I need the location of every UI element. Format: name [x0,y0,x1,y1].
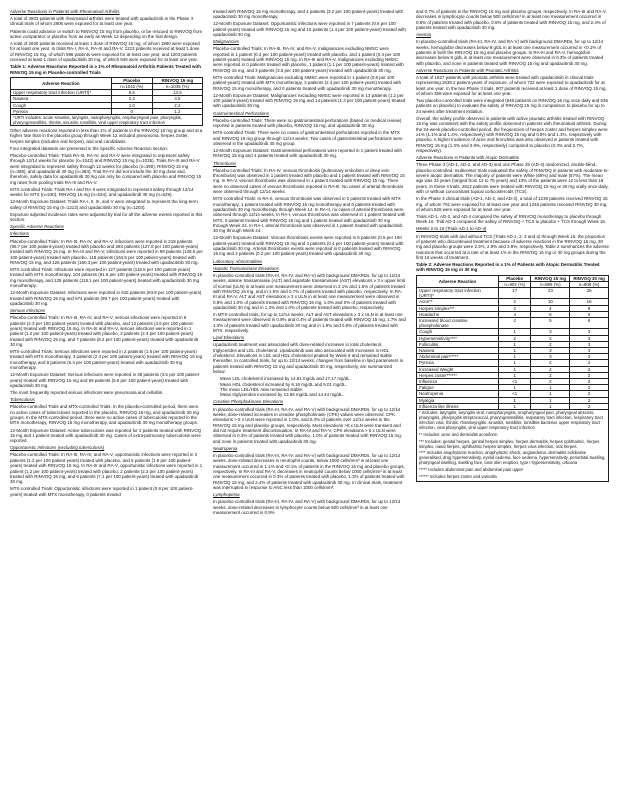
paragraph: A total of 3833 patients with rheumatoid arthritis were treated with upadacitinib in the Phase 3 clinical trials of whom 2806 were exposed for at least one year. [10,16,194,27]
paragraph: 12-Month Exposure Dataset: Active tuberculosis was reported for 2 patients treated with RINVOQ 15 mg and 1 patient treated with upadacitinib 30 mg. Cases of extra-pulmonary tuberculosis were reported. [10,427,202,444]
table-cell: Abdominal pain***** [417,354,499,360]
paragraph: Two placebo-controlled trials were integrated (640 patients on RINVOQ 15 mg once daily and 635 patients on placebo) to evaluate the safety of RINVOQ 15 mg in comparison to placebo for up to 24 weeks after treatment initiation. [416,98,608,114]
paragraph: Overall, the safety profile observed in patients with active psoriatic arthritis treated with RINVOQ 15 mg was consistent with the safety profile observed in patients with rheumatoid arthritis. During the 24-week placebo-controlled period, the frequencies of herpes zoster and herpes simplex were ≥1% (1.1% and 1.4%, respectively) with RINVOQ 15 mg and 0.8% and 1.3%, respectively with placebo. A higher incidence of acne and bronchitis was also observed in patients treated with RINVOQ 15 mg (1.3% and 3.9%, respectively) compared to placebo (0.3% and 2.7%, respectively). [416,115,608,154]
table-cell: 4 [531,305,570,311]
table-row [417,318,609,329]
table-cell: Hypersensitivity**** [417,335,499,341]
table-footnote: ***** Includes abdominal pain and abdominal pain upper [419,467,524,473]
table-cell: 6 [570,318,609,329]
table-cell: 2 [531,366,570,372]
paragraph: In MTX-controlled trials, for up to 12/14 weeks, ALT and AST elevations ≥ 3 x ULN in at least one measurement were observed in 0.8% and 0.4% of patients treated with RINVOQ 15 mg, 1.7% and 1.3% of patients treated with upadacitinib 30 mg and in 1.9% and 0.9% of patients treated with MTX, respectively. [213,312,406,334]
table-cell: 0 [111,108,152,114]
paragraph: 12-Month Exposure Dataset: Malignancies excluding NMSC were reported in 13 patients (1.2 per 100 patient-years) treated with RINVOQ 15 mg and 14 patients (1.3 per 100 patient-years) treated with upadacitinib 30 mg. [213,92,406,109]
label-page [10,9,610,795]
table-cell: 2 [570,372,609,378]
subheading: Lipid Elevations [213,335,245,341]
table-cell: Herpes zoster****** [417,372,499,378]
list-item: • Mean triglycerides increased by 13.55 mg/dL and 14.44 mg/dL. [220,392,406,397]
table-footnote: * Includes: laryngitis, laryngitis viral, nasopharyngitis, oropharyngeal pain, pharyngeal abscess, pharyngitis, pharyngitis streptococcal, pharyngotonsillitis, respiratory tract infection, respiratory tract infection viral, rhinitis, rhinolaryngitis, sinusitis, tonsillitis, tonsillitis bacterial, upper respiratory tract infection, viral pharyngitis, viral upper respiratory tract infection [419,410,603,431]
paragraph: In placebo-controlled trials (RA-III, RA-IV, and RA-V) with background DMARDs, for up to 12/14 weeks, dose-related decreases in lymphocyte counts below 500 cells/mm³ in at least one measurement occurred in 0.9% [213,499,401,515]
table-cell: 10 [531,299,570,305]
table-cell: Increased Weight [417,366,499,372]
paragraph: Placebo-controlled Trials and MTX-controlled Trials: In the placebo-controlled period, there were no active cases of tuberculosis reported in the placebo, RINVOQ 15 mg, and upadacitinib 30 mg groups. In the MTX-controlled period, there were no active cases of tuberculosis reported in the MTX monotherapy, RINVOQ 15 mg monotherapy, and upadacitinib 30 mg monotherapy groups. [10,404,199,426]
table-row [417,288,609,299]
table-cell: 2 [570,379,609,385]
table-header: RINVOQ 30 mg [570,275,609,281]
table-header: RINVOQ 15 mg [531,275,570,281]
table-cell: 2 [570,366,609,372]
table-cell: 3 [570,341,609,347]
paragraph: Placebo-controlled Trials: In RA-III, RA-IV, and RA-V, opportunistic infections were reported in 3 patients (1.2 per 100 patient-years) treated with placebo, and 5 patients (1.9 per 100 patient-years) treated with RINVOQ 15 mg. In RA-III and RA-V, opportunistic infections were reported in 1 patient (1.2 per 100 patient-years) treated with placebo, 2 patients (2.3 per 100 patient-years) treated with RINVOQ 15 mg, and 6 patients (7.1 per 100 patient-years) treated with upadacitinib 30 mg. [10,452,203,485]
table-cell: 2.2 [111,96,152,102]
table-cell: 1 [498,403,530,409]
paragraph: MTX-controlled Trials: Malignancies excluding NMSC were reported in 1 patient (0.8 per 100 patient-years) treated with MTX monotherapy, 3 patients (2.4 per 100 patient-years) treated with RINVOQ 15 mg monotherapy, and 0 patients treated with upadacitinib 30 mg monotherapy. [213,74,402,91]
column-2 [213,9,406,795]
column-1 [10,9,203,795]
paragraph: MTX-controlled Trials: Trials RA-I and RA-II were integrated to represent safety through 12/14 weeks for MTX (n=530), RINVOQ 15 mg (n=534), and upadacitinib 30 mg (n=529). [10,186,194,198]
paragraph: MTX-controlled Trials: Opportunistic infections were reported in 1 patient (0.8 per 100 patient-years) treated with MTX monotherapy, 0 patients treated [10,486,194,497]
table-cell: 17 [498,288,530,299]
paragraph: 12-Month Exposure Dataset: Venous thrombosis events were reported in 5 patients (0.5 per 100 patient-years) treated with RINVOQ 15 mg and 4 patients (0.4 per 100 patient-years) treated with upadacitinib 30 mg. Arterial thrombosis events were reported in 0 patients treated with RINVOQ 15 mg and 2 patients (0.2 per 100 patient-years) treated with upadacitinib 30 mg. [213,235,404,257]
table-cell: <1 [498,379,530,385]
table-cell: 1 [498,341,530,347]
table-cell: Acne** [417,299,499,305]
table-cell: 3.5 [152,96,202,102]
table-footnote: *** Includes: genital herpes, genital herpes simplex, herpes dermatitis, herpes ophthalmic, herpes simplex, nasal herpes, ophthalmic herpes simplex, herpes virus infection, oral herpes [419,438,600,449]
table-cell: 2 [531,335,570,341]
subheading: Weeks 0 to 16 (Trials AD-1 to AD-4) [416,226,487,232]
table-2 [416,275,609,482]
table-cell: 1 [531,391,570,397]
paragraph: MTX-controlled Trials: In RA-II, venous thrombosis was observed in 0 patients treated with MTX monotherapy, 1 patient treated with RINVOQ 15 mg monotherapy and 0 patients treated with upadacitinib 30 mg monotherapy through Week 14. In RA-II, no cases of arterial thrombosis were observed through 12/14 weeks. In RA-I, venous thrombosis was observed in 1 patient treated with MTX, 0 patients treated with RINVOQ 15 mg and 1 patient treated with upadacitinib 30 mg through Week 24. In RA-I, arterial thrombosis was observed in 1 patient treated with upadacitinib 30 mg through Week 24. [213,196,406,234]
table-cell: 1 [498,385,530,391]
paragraph: A total of 2630 patients received at least 1 dose of RINVOQ 15 mg, of whom 1860 were exposed for at least one year. In trials RA-I, RA-II, RA-III and RA-V, 1213 patients received at least 1 dose of RINVOQ 15 mg, of which 986 patients were exposed for at least one year, and 1203 patients received at least 1 dose of upadacitinib 30 mg, of which 946 were exposed for at least one year. [10,41,200,63]
table-cell: 1.0 [111,102,152,108]
table-cell: 2 [498,318,530,329]
table-cell: 2 [531,372,570,378]
table-cell: Fatigue [417,385,499,391]
paragraph: The most frequently reported serious infections were pneumonia and cellulitis. [10,390,164,396]
table-header: Adverse Reaction [417,275,499,287]
subheading: Serious Infections [10,308,46,314]
paragraph: Three Phase 3 (AD-1, AD-2, and AD-3) and one Phase 2b (AD-4) randomized, double-blind, placebo-controlled, multicenter trials evaluated the safety of RINVOQ in patients with moderate-to-severe atopic dermatitis. The majority of patients were White (68%) and male (57%). The mean age was 34 years (ranged from 12 to 75 years) and 13% of the patients were 12 to less than 18 years. In these 4 trials, 2612 patients were treated with RINVOQ 15 mg or 30 mg orally once daily, with or without concomitant topical corticosteroids (TCS). [416,162,609,195]
table-cell: 2 [570,360,609,366]
table-cell: Influenza like illness [417,403,499,409]
subheading: Lymphopenia [213,492,240,498]
paragraph: Trials AD-1, AD-2, and AD-4 compared the safety of RINVOQ monotherapy to placebo through Week 16. Trial AD-3 compared the safety of RINVOQ + TCS to placebo + TCS through Week 16. [416,214,607,225]
table-2-title: Table 2: Adverse Reactions Reported in ≥ 1% of Patients with Atopic Dermatitis Treated with RINVOQ 15 mg or 30 mg [416,262,600,273]
paragraph: MTX-controlled Trials: There were no cases of gastrointestinal perforations reported in the MTX and RINVOQ 15 mg group through 12/14 weeks. Two cases of gastrointestinal perforations were observed in the upadacitinib 30 mg group. [213,130,403,146]
table-cell: 2.2 [152,102,202,108]
list-item: • The mean LDL/HDL ratio remained stable. [220,387,406,392]
paragraph: Placebo-controlled Trials: There were no gastrointestinal perforations (based on medical review) reported in patients treated with placebo, RINVOQ 15 mg, and upadacitinib 30 mg. [213,117,402,129]
table-footnote: **** Includes anaphylactic reaction, anaphylactic shock, angioedema, dermatitis exfoliative generalised, drug hypersensitivity, eyelid oedema, face oedema, hypersensitivity, periorbital swelling, pharyngeal swelling, swelling face, toxic skin eruption, type I hypersensitivity, urticaria [419,450,606,466]
table-cell: 2 [531,341,570,347]
subheading: Opportunistic Infections (excluding tuberculosis) [10,445,105,451]
subheading: Neutropenia [213,445,238,451]
column-3 [416,9,609,795]
paragraph: In RINVOQ trials with and without TCS (Trials AD-1, 2, 3 and 4) through Week 16, the proportion of patients who discontinued treatment because of adverse reactions in the RINVOQ 15 mg, 30 mg and placebo groups were 2.3%, 2.9% and 3.8%, respectively. Table 2 summarizes the adverse reactions that occurred at a rate of at least 1% in the RINVOQ 15 mg or 30 mg groups during the first 16 weeks of treatment. [416,233,609,260]
paragraph: Upadacitinib treatment was associated with dose-related increases in total cholesterol, triglycerides and LDL cholesterol. Upadacitinib was also associated with increases in HDL cholesterol. Elevations in LDL and HDL cholesterol peaked by Week 8 and remained stable thereafter. In controlled trials, for up to 12/14 weeks, changes from baseline in lipid parameters in patients treated with RINVOQ 15 mg and upadacitinib 30 mg, respectively, are summarized below: [213,342,404,375]
table-footnotes [417,410,609,482]
table-cell: 3 [531,354,570,360]
subheading: Gastrointestinal Perforations [213,110,269,116]
table-cell: 3 [570,329,609,335]
table-cell: 6 [531,311,570,317]
list-item: • Mean LDL cholesterol increased by 14.81 mg/dL and 17.17 mg/dL. [220,376,406,381]
list-item: • Mean HDL cholesterol increased by 8.16 mg/dL and 9.01 mg/dL. [220,382,406,387]
table-cell: 3 [531,329,570,335]
table-cell: 1 [498,348,530,354]
subheading: Laboratory Abnormalities [213,258,263,264]
table-cell: 2 [570,403,609,409]
table-cell: 1 [498,372,530,378]
table-cell: 1 [498,366,530,372]
table-cell: Nausea [11,96,112,102]
table-header: n=1035 (%) [152,83,202,89]
table-cell: Upper respiratory tract infection (URTI)* [417,288,499,299]
table-cell: Cough [417,329,499,335]
paragraph: Other adverse reactions reported in less than 1% of patients in the RINVOQ 15 mg group and at a higher rate than in the placebo group through Week 12 included pneumonia, herpes zoster, herpes simplex (includes oral herpes), and oral candidiasis. [10,127,203,144]
paragraph: 12-Month Exposure Dataset: Infections were reported in 615 patients (83.8 per 100 patient-years) treated with RINVOQ 15 mg and 674 patients (99.7 per 100 patient-years) treated with upadacitinib 30 mg. [10,290,202,306]
table-cell: 2 [498,335,530,341]
table-cell: 1 [498,354,530,360]
paragraph: and 0.7% of patients in the RINVOQ 15 mg and placebo groups, respectively. In RA-III and RA-V, decreases in lymphocyte counts below 500 cells/mm³ in at least one measurement occurred in 0.5% of patients treated with placebo, 0.5% of patients treated with RINVOQ 15 mg, and 2.4% of patients treated with upadacitinib 30 mg. [416,9,607,31]
paragraph: treated with RINVOQ 15 mg monotherapy, and 4 patients (3.2 per 100 patient-years) treated with upadacitinib 30 mg monotherapy. [213,9,404,20]
table-cell: 23 [531,288,570,299]
paragraph: A total of 1827 patients with psoriatic arthritis were treated with upadacitinib in clinical trials representing 1639.2 patient-years of exposure, of whom 722 were exposed to upadacitinib for at least one year. In the two Phase 3 trials, 907 patients received at least 1 dose of RINVOQ 15 mg, of whom 359 were exposed for at least one year. [416,74,607,96]
paragraph: Placebo-controlled Trials: Trials RA-III, RA-IV, and RA-V were integrated to represent safety through 12/14 weeks for placebo (n=1042) and RINVOQ 15 mg (n=1035). Trials RA-III and RA-V were integrated to represent safety through 12 weeks for placebo (n=390), RINVOQ 15 mg (n=385), and upadacitinib 30 mg (n=384). Trial RA-IV did not include the 30 mg dose and, therefore, safety data for upadacitinib 30 mg can only be compared with placebo and RINVOQ 15 mg rates from pooling trials RA-III and RA-V. [10,152,202,185]
paragraph: MTX-controlled Trials: Infections were reported in 127 patients (119.5 per 100 patient-years) treated with MTX monotherapy, 104 patients (91.8 per 100 patient-years) treated with RINVOQ 15 mg monotherapy, and 128 patients (115.1 per 100 patient-years) treated with upadacitinib 30 mg monotherapy. [10,267,203,289]
paragraph: 12-Month Exposure Dataset: Gastrointestinal perforations were reported in 1 patient treated with RINVOQ 15 mg and 4 patients treated with upadacitinib 30 mg. [213,148,402,159]
paragraph: In placebo-controlled trials (RA-III, RA-IV, and RA-V) with background DMARDs, for up to 12/14 weeks, alanine transaminase (ALT) and aspartate transaminase (AST) elevations ≥ 3 x upper limit of normal (ULN) in at least one measurement were observed in 2.1% and 1.5% of patients treated with RINVOQ 15 mg, and in 1.5% and 0.7% of patients treated with placebo, respectively. In RA-III and RA-V, ALT and AST elevations ≥ 3 x ULN in at least one measurement were observed in 0.8% and 1.0% of patients treated with RINVOQ 15 mg, 1.0% and 0% of patients treated with upadacitinib 30 mg and in 1.3% and 1.0% of patients treated with placebo, respectively. [213,272,406,310]
table-header: n=906 (%) [570,281,609,287]
table-cell: Folliculitis [417,341,499,347]
table-cell: Influenza [417,379,499,385]
subheading: Specific Adverse Reactions [10,224,64,230]
table-cell: 3 [570,348,609,354]
table-header: Adverse Reaction [11,77,112,89]
subheading: Malignancies [213,39,239,45]
table-cell: 16 [570,299,609,305]
table-cell: Herpes simplex*** [417,305,499,311]
table-cell: Pyrexia [11,108,112,114]
paragraph: Placebo-controlled Trials: In RA-III, RA-IV, and RA-V, serious infections were reported in 6 patients (2.3 per 100 patient-years) treated with placebo, and 12 patients (4.6 per 100 patient-years) treated with RINVOQ 15 mg. In RA-III and RA-V, serious infections were reported in 1 patient (1.2 per 100 patient-years) treated with placebo, 2 patients (2.3 per 100 patient-years) treated with RINVOQ 15 mg, and 7 patients (8.2 per 100 patient-years) treated with upadacitinib 30 mg. [10,315,199,347]
table-cell: Increased blood creatine phosphokinase [417,318,499,329]
subheading: Creatine Phosphokinase Elevations [213,399,284,405]
table-header: n=902 (%) [498,281,530,287]
subheading: Anemia [416,32,432,38]
table-cell: 2 [570,391,609,397]
section-heading: Adverse Reactions in Patients with Psoriatic Arthritis [416,67,519,73]
table-cell: 2 [531,379,570,385]
paragraph: In placebo-controlled trials (RA-III, RA-IV, and RA-V) with background DMARDs, for up to 12/14 weeks, dose-related decreases in neutrophil counts, below 1000 cells/mm³ in at least one measurement occurred in 1.1% and <0.1% of patients in the RINVOQ 15 mg and placebo groups, respectively. In RA-III and RA-V, decreases in neutrophil counts below 1000 cells/mm³ in at least one measurement occurred in 0.3% of patients treated with placebo, 1.3% of patients treated with RINVOQ 15 mg, and 2.4% of patients treated with upadacitinib 30 mg. In clinical trials, treatment was interrupted in response to ANC less than 1000 cells/mm³. [213,452,405,490]
table-cell: 3 [531,348,570,354]
paragraph: Placebo-controlled Trials: In RA-IV, venous thrombosis (pulmonary embolism or deep vein thrombosis) was observed in 1 patient treated with placebo and 1 patient treated with RINVOQ 15 mg. In RA-V, venous thrombosis was observed in 1 patient treated with RINVOQ 15 mg. There were no observed cases of venous thrombosis reported in RA-III. No cases of arterial thrombosis were observed through 12/14 weeks. [213,167,405,195]
table-cell: 1 [531,397,570,403]
table-cell: 3 [570,335,609,341]
paragraph: Placebo-controlled Trials: In RA-III, RA-IV, and RA-V, infections were reported in 218 patients (95.7 per 100 patient-years) treated with placebo and 284 patients (127.8 per 100 patient-years) treated with RINVOQ 15 mg. In RA-III and RA-V, infections were reported in 99 patients (136.5 per 100 patient-years) treated with placebo, 118 patients (164.5 per 100 patient-years) treated with RINVOQ 15 mg, and 126 patients (180.3 per 100 patient-years) treated with upadacitinib 30 mg. [10,238,203,265]
table-cell: Upper respiratory tract infection (URTI)* [11,90,112,96]
table-cell: 8 [570,305,609,311]
table-header: Placebo [111,77,152,83]
section-heading: Adverse Reactions in Patients with Atopic Dermatitis [416,155,519,161]
paragraph: Placebo-controlled Trials: In RA-III, RA-IV, and RA-V, malignancies excluding NMSC were reported in 1 patient (0.4 per 100 patient-years) treated with placebo, and 1 patient (0.4 per 100 patient-years) treated with RINVOQ 15 mg. In RA-III and RA-V, malignancies excluding NMSC were reported in 0 patients treated with placebo, 1 patient (1.1 per 100 patient-years) treated with RINVOQ 15 mg, and 3 patients (3.5 per 100 patient-years) treated with upadacitinib 30 mg. [213,46,404,73]
paragraph: In placebo-controlled trials (RA-III, RA-IV, and RA-V) with background DMARDs, for up to 12/14 weeks, dose-related increases in creatine phosphokinase (CPK) values were observed. CPK elevations > 5 x ULN were reported in 1.0%, and 0.3% of patients over 12/14 weeks in the RINVOQ 15 mg and placebo groups, respectively. Most elevations >5 x ULN were transient and did not require treatment discontinuation. In RA-III and RA-V, CPK elevations > 5 x ULN were observed in 0.3% of patients treated with placebo, 1.0% of patients treated with RINVOQ 15 mg, and none in patients treated with upadacitinib 30 mg. [213,406,402,444]
table-cell: 1 [498,329,530,335]
table-cell: Headache [417,311,499,317]
paragraph: In the Phase 3 clinical trials (AD-1, AD-2, and AD-3), a total of 1239 patients received RINVOQ 15 mg, of whom 791 were exposed for at least one year and 1246 patients received RINVOQ 30 mg, of whom 826 were exposed for at least one year. [416,196,608,212]
table-1-title: Table 1: Adverse Reactions Reported in ≥ 1% of Rheumatoid Arthritis Patients Treated with RINVOQ 15 mg in Placebo-controlled Trials [10,64,201,75]
table-cell: 1 [498,360,530,366]
table-cell: 2 [531,360,570,366]
table-cell: 13.5 [152,90,202,96]
subheading: Infections [10,231,29,237]
subheading: Hepatic Transaminase Elevations [213,265,279,271]
table-footnote: *URTI includes: acute sinusitis, laryngitis, nasopharyngitis, oropharyngeal pain, pharyngitis, pharyngotonsillitis, rhinitis, sinusitis, tonsillitis, viral upper respiratory tract infection [11,114,203,125]
table-cell: <1 [498,391,530,397]
table-cell: Neutropenia [417,391,499,397]
paragraph: Exposure adjusted incidence rates were adjusted by trial for all the adverse events reported in this section. [10,211,203,223]
table-footnote: ** Includes: acne and dermatitis acneiform [419,431,498,437]
table-cell: 1 [531,403,570,409]
paragraph: 12-Month Exposure Dataset: Trials RA-I, II, III, and V were integrated to represent the long-term safety of RINVOQ 15 mg (n=1213) and upadacitinib 30 mg (n=1203). [10,199,198,210]
table-header: n=899 (%) [531,281,570,287]
table-cell: 1 [498,397,530,403]
paragraph: Four integrated datasets are presented in the Specific Adverse Reaction section: [10,145,169,151]
paragraph: 12-Month Exposure Dataset: Serious infections were reported in 38 patients (3.5 per 100 patient-years) treated with RINVOQ 15 mg and 59 patients (5.6 per 100 patient-years) treated with upadacitinib 30 mg. [10,372,201,388]
table-cell: 2 [570,385,609,391]
section-heading: Adverse Reactions in Patients with Rheumatoid Arthritis [10,9,120,14]
table-cell: Myalgia [417,397,499,403]
table-cell: 2 [570,354,609,360]
table-cell: 1.2 [152,108,202,114]
table-cell: Cough [11,102,112,108]
table-cell: 5 [531,318,570,329]
table-cell: 25 [570,288,609,299]
paragraph: 12-Month Exposure Dataset: Opportunistic infections were reported in 7 patients (0.6 per 100 patient-years) treated with RINVOQ 15 mg and 15 patients (1.4 per 100 patient-years) treated with upadacitinib 30 mg. [213,21,406,38]
table-cell: 2 [498,305,530,311]
paragraph: Patients could advance or switch to RINVOQ 15 mg from placebo, or be rescued to RINVOQ from active comparator or placebo from as early as Week 12 depending on the trial design. [10,28,203,39]
table-cell: 9.5 [111,90,152,96]
table-cell: 1 [531,385,570,391]
table-cell: 2 [498,299,530,305]
table-cell: Nausea [417,348,499,354]
subheading: Tuberculosis [10,397,35,403]
table-header: RINVOQ 15 mg [152,77,202,83]
table-cell: 6 [570,311,609,317]
table-cell: 4 [498,311,530,317]
table-cell: 2 [570,397,609,403]
paragraph: MTX-controlled Trials: Serious infections were reported in 2 patients (1.6 per 100 patient-years) treated with MTX monotherapy, 3 patients (2.4 per 100 patient-years) treated with RINVOQ 15 mg monotherapy, and 8 patients (6.4 per 100 patient-years) treated with upadacitinib 30 mg monotherapy. [10,349,203,371]
table-header: Placebo [498,275,530,281]
table-1 [10,77,203,126]
paragraph: In placebo-controlled trials (RA-III, RA-IV, and RA-V) with background DMARDs, for up to 12/14 weeks, hemoglobin decreases below 8 g/dL in at least one measurement occurred in <0.1% of patients in both the RINVOQ 15 mg and placebo groups. In RA-III and RA-V, hemoglobin decreases below 8 g/dL in at least one measurement were observed in 0.3% of patients treated with placebo, and none in patients treated with RINVOQ 15 mg and upadacitinib 30 mg. [416,39,604,66]
table-header: n=1042 (%) [111,83,152,89]
lipid-bullet-list [213,376,406,397]
subheading: Thrombosis [213,160,237,166]
table-footnote: ****** Includes herpes zoster and varicella [419,474,497,480]
table-cell: Pyrexia [417,360,499,366]
